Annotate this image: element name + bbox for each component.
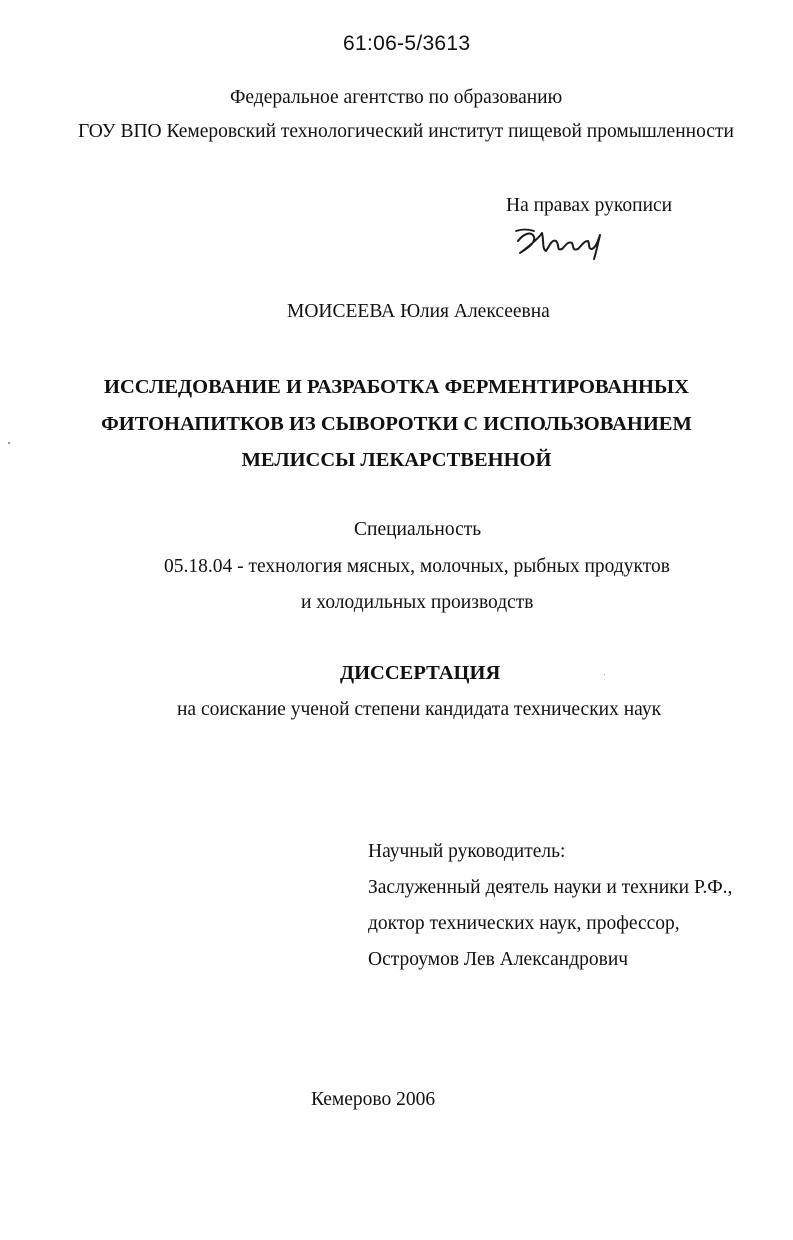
dissertation-heading: ДИССЕРТАЦИЯ bbox=[340, 662, 501, 684]
specialty-line-2: и холодильных производств bbox=[301, 592, 534, 613]
supervisor-degree: доктор технических наук, профессор, bbox=[368, 913, 680, 934]
place-year: Кемерово 2006 bbox=[311, 1089, 436, 1110]
supervisor-label: Научный руководитель: bbox=[368, 841, 566, 862]
agency-name: Федеральное агентство по образованию bbox=[230, 87, 563, 108]
dissertation-subtitle: на соискание ученой степени кандидата технических наук bbox=[177, 699, 662, 720]
scan-speck bbox=[8, 442, 10, 444]
scan-speck bbox=[604, 674, 605, 675]
title-line-2: ФИТОНАПИТКОВ ИЗ СЫВОРОТКИ С ИСПОЛЬЗОВАНИЕМ bbox=[101, 413, 692, 435]
supervisor-name: Остроумов Лев Александрович bbox=[368, 949, 629, 970]
manuscript-note: На правах рукописи bbox=[506, 195, 673, 216]
author-name: МОИСЕЕВА Юлия Алексеевна bbox=[287, 301, 550, 322]
supervisor-title: Заслуженный деятель науки и техники Р.Ф., bbox=[368, 877, 733, 898]
institute-name: ГОУ ВПО Кемеровский технологический институт пищевой промышленности bbox=[78, 121, 734, 142]
title-line-3: МЕЛИССЫ ЛЕКАРСТВЕННОЙ bbox=[241, 449, 552, 471]
specialty-label: Специальность bbox=[354, 519, 482, 540]
archive-code: 61:06-5/3613 bbox=[343, 32, 471, 55]
title-line-1: ИССЛЕДОВАНИЕ И РАЗРАБОТКА ФЕРМЕНТИРОВАННЫХ bbox=[104, 376, 689, 398]
specialty-line-1: 05.18.04 - технология мясных, молочных, рыбных продуктов bbox=[164, 556, 670, 577]
author-signature bbox=[512, 219, 612, 261]
